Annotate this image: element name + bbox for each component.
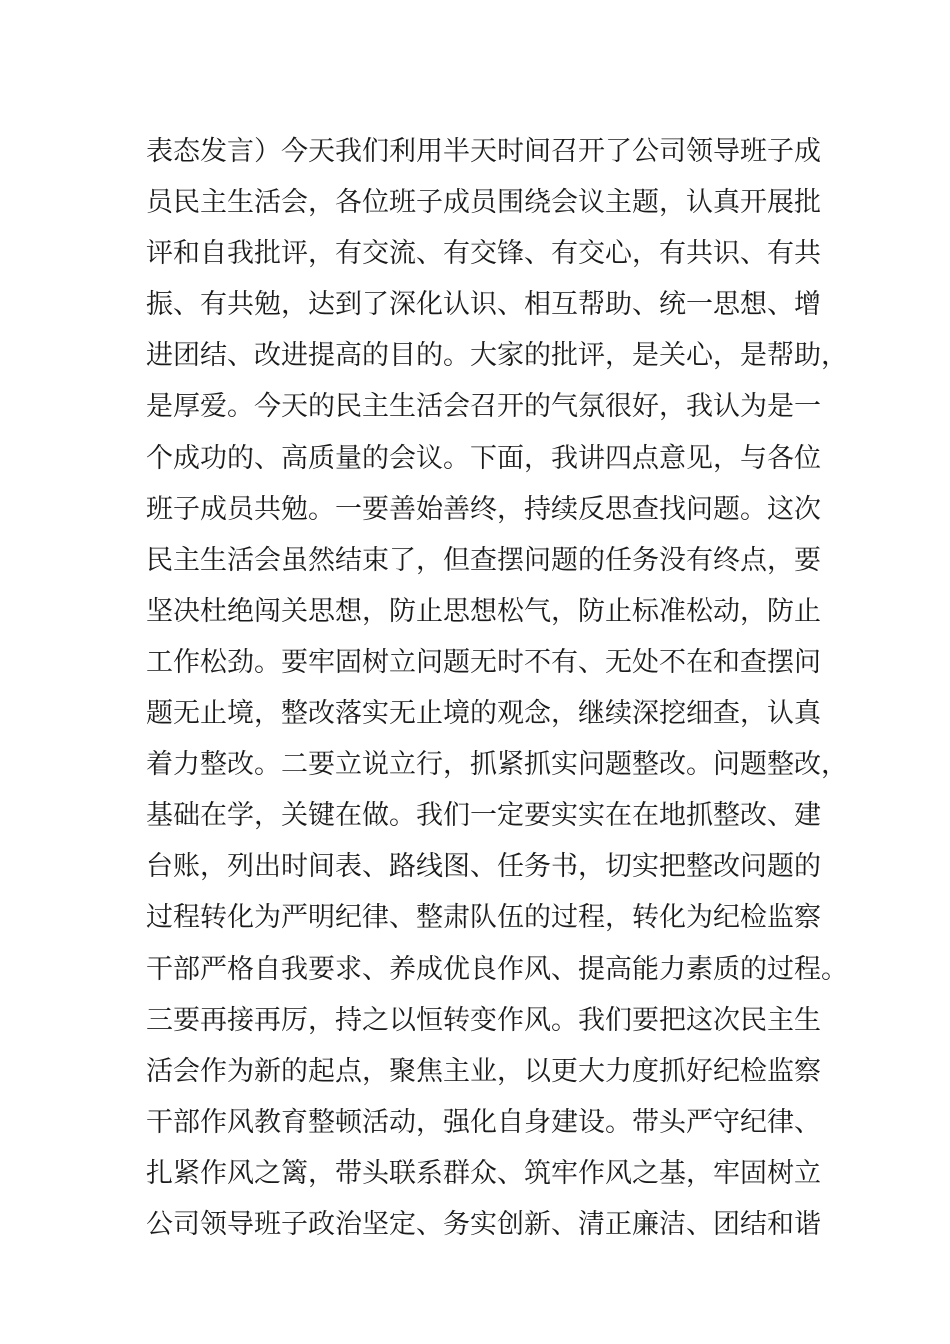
- text-line: 班子成员共勉。一要善始善终，持续反思查找问题。这次: [146, 493, 821, 525]
- text-line: 三要再接再厉，持之以恒转变作风。我们要把这次民主生: [146, 1004, 821, 1036]
- text-line: 表态发言）今天我们利用半天时间召开了公司领导班子成: [146, 136, 821, 167]
- text-line: 扎紧作风之篱，带头联系群众、筑牢作风之基，牢固树立: [146, 1157, 821, 1189]
- text-line: 进团结、改进提高的目的。大家的批评，是关心，是帮助，: [146, 340, 848, 372]
- text-line: 工作松劲。要牢固树立问题无时不有、无处不在和查摆问: [146, 646, 821, 678]
- text-line: 活会作为新的起点，聚焦主业，以更大力度抓好纪检监察: [146, 1055, 821, 1087]
- text-line: 公司领导班子政治坚定、务实创新、清正廉洁、团结和谐: [146, 1208, 821, 1240]
- text-line: 坚决杜绝闯关思想，防止思想松气，防止标准松动，防止: [146, 595, 821, 627]
- body-text: [146, 126, 848, 1250]
- text-line: 过程转化为严明纪律、整肃队伍的过程，转化为纪检监察: [146, 902, 821, 934]
- text-line: 个成功的、高质量的会议。下面，我讲四点意见，与各位: [146, 442, 821, 474]
- text-line: 台账，列出时间表、路线图、任务书，切实把整改问题的: [146, 851, 821, 883]
- text-line: 员民主生活会，各位班子成员围绕会议主题，认真开展批: [146, 187, 821, 219]
- text-line: 题无止境，整改落实无止境的观念，继续深挖细查，认真: [146, 698, 821, 730]
- text-line: 评和自我批评，有交流、有交锋、有交心，有共识、有共: [146, 238, 821, 270]
- text-line: 振、有共勉，达到了深化认识、相互帮助、统一思想、增: [146, 289, 821, 321]
- text-line: 着力整改。二要立说立行，抓紧抓实问题整改。问题整改，: [146, 749, 848, 781]
- text-line: 民主生活会虽然结束了，但查摆问题的任务没有终点，要: [146, 544, 821, 576]
- text-line: 基础在学，关键在做。我们一定要实实在在地抓整改、建: [146, 800, 821, 832]
- text-line: 是厚爱。今天的民主生活会召开的气氛很好，我认为是一: [146, 391, 821, 423]
- text-line: 干部作风教育整顿活动，强化自身建设。带头严守纪律、: [146, 1106, 821, 1138]
- text-line: 干部严格自我要求、养成优良作风、提高能力素质的过程。: [146, 953, 848, 985]
